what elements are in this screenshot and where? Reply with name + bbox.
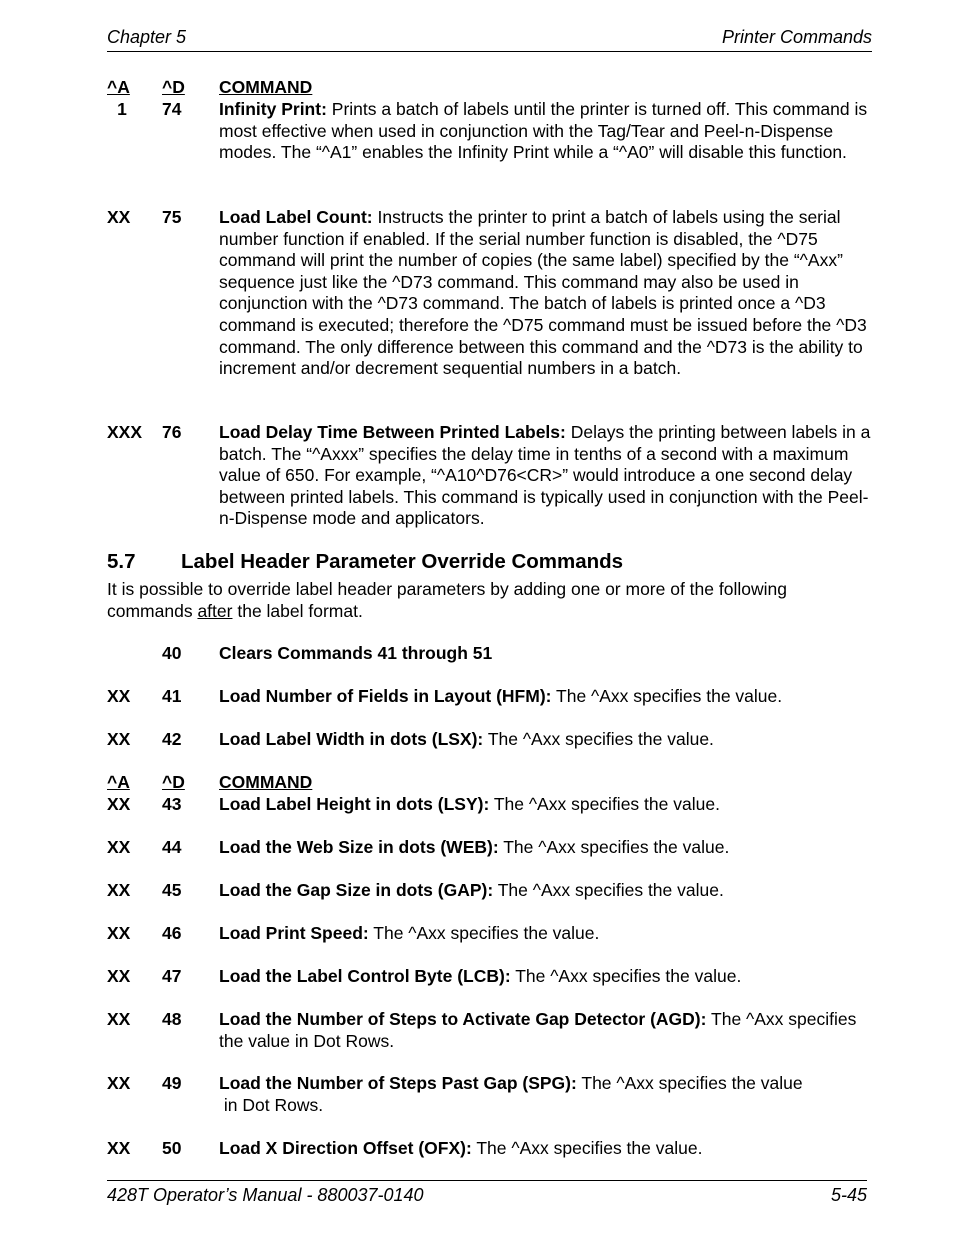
command-text: The ^Axx specifies the value (581, 1073, 803, 1093)
col-header-command: COMMAND (219, 772, 313, 792)
d-value: 74 (162, 99, 182, 119)
d-value: 50 (162, 1138, 182, 1158)
a-value: 1 (117, 99, 127, 119)
d-value: 48 (162, 1009, 182, 1029)
command-title: Load Label Height in dots (LSY): (219, 794, 490, 814)
command-text: The ^Axx specifies the value. (476, 1138, 703, 1158)
d-value: 76 (162, 422, 182, 442)
intro-text: It is possible to override label header parameters by adding one or more of the following commands (107, 579, 787, 621)
d-value: 40 (162, 643, 182, 663)
command-title: Load X Direction Offset (OFX): (219, 1138, 472, 1158)
command-title: Load Label Width in dots (LSX): (219, 729, 484, 749)
section-label: Printer Commands (721, 27, 872, 47)
command-description (219, 422, 874, 530)
command-title: Load Print Speed: (219, 923, 369, 943)
command-description (219, 729, 874, 751)
a-value: XX (107, 207, 131, 227)
command-description (219, 99, 874, 164)
command-text: The ^Axx specifies the value. (497, 880, 724, 900)
manual-title: 428T Operator’s Manual - 880037-0140 (107, 1185, 424, 1205)
command-title: Load Label Count: (219, 207, 373, 227)
command-title: Load the Number of Steps to Activate Gap Detector (AGD): (219, 1009, 707, 1029)
command-description (219, 966, 874, 988)
command-description (219, 923, 874, 945)
d-value: 49 (162, 1073, 182, 1093)
intro-emphasis: after (197, 601, 233, 621)
d-value: 41 (162, 686, 182, 706)
command-text: The ^Axx specifies the value. (493, 794, 720, 814)
a-value: XX (107, 880, 131, 900)
d-value: 75 (162, 207, 182, 227)
command-description (219, 1138, 874, 1160)
a-value: XX (107, 729, 131, 749)
command-title: Clears Commands 41 through 51 (219, 643, 493, 663)
intro-text-end: the label format. (232, 601, 363, 621)
section-title: Label Header Parameter Override Commands (181, 550, 624, 573)
command-title: Infinity Print: (219, 99, 327, 119)
command-text: The ^Axx specifies the value. (487, 729, 714, 749)
page-header (107, 27, 872, 52)
a-value: XXX (107, 422, 143, 442)
a-value: XX (107, 686, 131, 706)
command-text: Delays the printing between labels in a batch. The “^Axxx” specifies the delay time in tenths of a second with a maximum value of 650. For example, “^A10^D76<CR>” would introduce a one second delay between printed labels. This command is typically used in conjunction with the Peel-n-Dispense mode and applicators. (219, 422, 871, 529)
command-title: Load the Web Size in dots (WEB): (219, 837, 499, 857)
command-title: Load the Number of Steps Past Gap (SPG): (219, 1073, 577, 1093)
command-description (219, 880, 874, 902)
d-value: 47 (162, 966, 182, 986)
a-value: XX (107, 1009, 131, 1029)
command-title: Load the Gap Size in dots (GAP): (219, 880, 494, 900)
d-value: 45 (162, 880, 182, 900)
command-description (219, 207, 874, 380)
a-value: XX (107, 966, 131, 986)
col-header-d: ^D (162, 772, 185, 792)
page-number: 5-45 (830, 1185, 867, 1205)
page-footer (107, 1180, 867, 1209)
d-value: 42 (162, 729, 182, 749)
col-header-command: COMMAND (219, 77, 313, 97)
command-text: The ^Axx specifies the value. (373, 923, 600, 943)
command-description (219, 686, 874, 708)
col-header-a: ^A (107, 772, 130, 792)
command-text-continued: in Dot Rows. (223, 1094, 324, 1115)
command-description (219, 1009, 874, 1052)
command-text: The ^Axx specifies the value. (556, 686, 783, 706)
col-header-a: ^A (107, 77, 130, 97)
a-value: XX (107, 923, 131, 943)
d-value: 46 (162, 923, 182, 943)
command-description (219, 1073, 874, 1116)
command-text: The ^Axx specifies the value. (503, 837, 730, 857)
a-value: XX (107, 794, 131, 814)
command-title: Load Delay Time Between Printed Labels: (219, 422, 566, 442)
command-text: The ^Axx specifies the value. (515, 966, 742, 986)
d-value: 44 (162, 837, 182, 857)
a-value: XX (107, 837, 131, 857)
a-value: XX (107, 1073, 131, 1093)
command-description (219, 794, 874, 816)
a-value: XX (107, 1138, 131, 1158)
chapter-label: Chapter 5 (107, 27, 187, 47)
command-text: The ^Axx specifies the value in Dot Rows. (219, 1009, 857, 1051)
section-number: 5.7 (107, 550, 136, 573)
command-text: Instructs the printer to print a batch of labels using the serial number function if enabled. If the serial number function is disabled, the ^D75 command will print the number of copies (the same label) specified by the “^Axx” sequence just like the ^D73 command. This command may also be used in conjunction with the ^D73 command. The batch of labels is printed once a ^D3 command is executed; therefore the ^D75 command must be issued before the ^D3 command. The only difference between this command and the ^D73 is the ability to increment and/or decrement sequential numbers in a batch. (219, 207, 867, 379)
col-header-d: ^D (162, 77, 185, 97)
d-value: 43 (162, 794, 182, 814)
command-description (219, 837, 874, 859)
command-title: Load Number of Fields in Layout (HFM): (219, 686, 552, 706)
command-title: Load the Label Control Byte (LCB): (219, 966, 511, 986)
command-text: Prints a batch of labels until the printer is turned off. This command is most effective when used in conjunction with the Tag/Tear and Peel-n-Dispense modes. The “^A1” enables the Infinity Print while a “^A0” will disable this function. (219, 99, 868, 163)
section-intro (107, 578, 847, 622)
